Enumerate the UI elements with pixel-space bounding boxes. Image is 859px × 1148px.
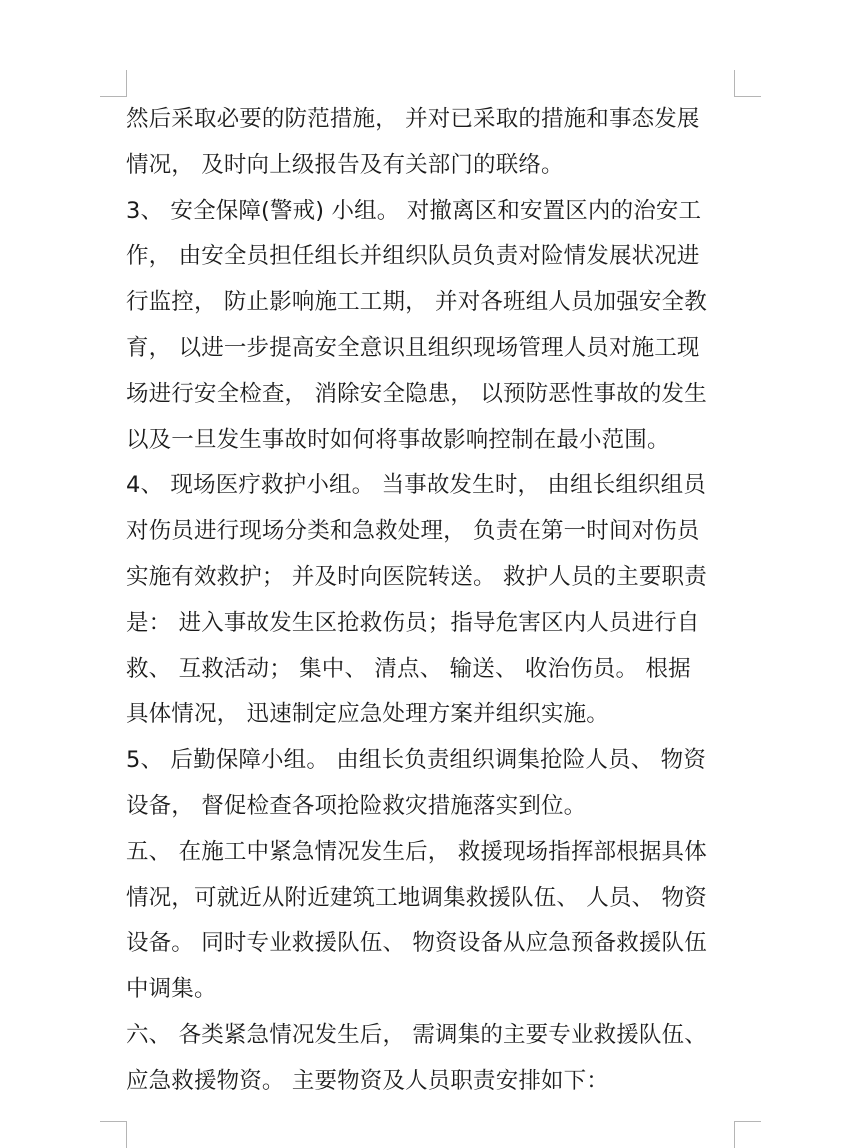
text-line: 情况，可就近从附近建筑工地调集救援队伍、 人员、 物资 bbox=[126, 884, 707, 911]
crop-mark-bottom-right bbox=[734, 1121, 761, 1148]
text-line: 设备， 督促检查各项抢险救灾措施落实到位。 bbox=[126, 792, 587, 819]
text-line: 育， 以进一步提高安全意识且组织现场管理人员对施工现 bbox=[126, 334, 700, 361]
text-line: 以及一旦发生事故时如何将事故影响控制在最小范围。 bbox=[126, 426, 670, 453]
text-line: 设备。 同时专业救援队伍、 物资设备从应急预备救援队伍 bbox=[126, 930, 707, 957]
text-line: 中调集。 bbox=[126, 976, 217, 1003]
crop-mark-top-right bbox=[734, 70, 761, 97]
text-line: 是： 进入事故发生区抢救伤员；指导危害区内人员进行自 bbox=[126, 609, 700, 636]
text-line: 六、 各类紧急情况发生后， 需调集的主要专业救援队伍、 bbox=[126, 1021, 707, 1048]
text-line: 5、 后勤保障小组。 由组长负责组织调集抢险人员、 物资 bbox=[126, 747, 706, 774]
document-body bbox=[126, 97, 738, 1105]
text-line: 4、 现场医疗救护小组。 当事故发生时， 由组长组织组员 bbox=[126, 472, 706, 499]
text-line: 作， 由安全员担任组长并组织队员负责对险情发展状况进 bbox=[126, 243, 700, 270]
text-line: 情况， 及时向上级报告及有关部门的联络。 bbox=[126, 151, 564, 178]
text-line: 五、 在施工中紧急情况发生后， 救援现场指挥部根据具体 bbox=[126, 838, 707, 865]
text-line: 场进行安全检查， 消除安全隐患， 以预防恶性事故的发生 bbox=[126, 380, 707, 407]
text-line: 行监控， 防止影响施工工期， 并对各班组人员加强安全教 bbox=[126, 289, 707, 316]
text-line: 3、 安全保障(警戒) 小组。 对撤离区和安置区内的治安工 bbox=[126, 197, 702, 224]
text-line: 具体情况， 迅速制定应急处理方案并组织实施。 bbox=[126, 701, 609, 728]
text-line: 救、 互救活动； 集中、 清点、 输送、 收治伤员。 根据 bbox=[126, 655, 691, 682]
text-line: 对伤员进行现场分类和急救处理， 负责在第一时间对伤员 bbox=[126, 518, 700, 545]
crop-mark-bottom-left bbox=[100, 1121, 127, 1148]
text-line: 应急救援物资。 主要物资及人员职责安排如下： bbox=[126, 1067, 609, 1094]
text-line: 然后采取必要的防范措施， 并对已采取的措施和事态发展 bbox=[126, 106, 700, 132]
text-line: 实施有效救护； 并及时向医院转送。 救护人员的主要职责 bbox=[126, 563, 707, 590]
crop-mark-top-left bbox=[100, 70, 127, 97]
